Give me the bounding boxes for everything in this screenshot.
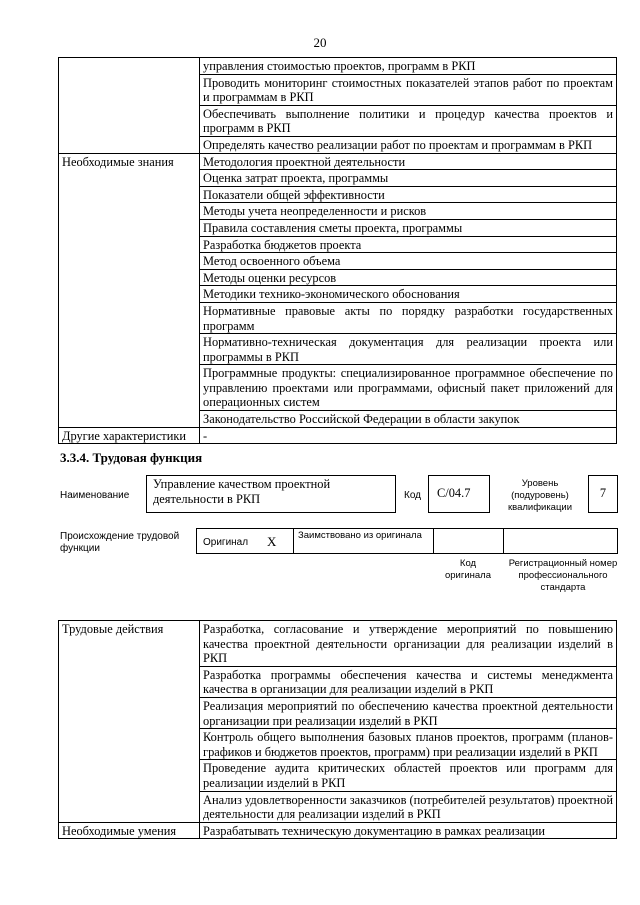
- name-box: [146, 475, 396, 513]
- reg-number-caption: Регистрационный номер профессионального стандарта: [508, 558, 618, 593]
- cell-text: Метод освоенного объема: [200, 253, 617, 270]
- table-row: [59, 427, 617, 444]
- table-row: [59, 822, 617, 839]
- row-label: Необходимые умения: [59, 822, 200, 839]
- cell-text: Правила составления сметы проекта, программы: [200, 219, 617, 236]
- level-value: 7: [599, 486, 607, 500]
- name-value: Управление качеством проектной деятельности в РКП: [153, 477, 331, 506]
- cell-text: Контроль общего выполнения базовых планов проектов, программ (планов-графиков и бюджетов проектов, программ) при реализации изделий в РКП: [200, 729, 617, 760]
- cell-text: Методы оценки ресурсов: [200, 269, 617, 286]
- cell-text: Методология проектной деятельности: [200, 153, 617, 170]
- level-box: [588, 475, 618, 513]
- cell-text: Обеспечивать выполнение политики и процедур качества проектов и программ в РКП: [200, 105, 617, 136]
- cell-text: Оценка затрат проекта, программы: [200, 170, 617, 187]
- row-label: Другие характеристики: [59, 427, 200, 444]
- cell-text: Нормативные правовые акты по порядку разработки государственных программ: [200, 302, 617, 333]
- cell-text: Определять качество реализации работ по проектам и программам в РКП: [200, 136, 617, 153]
- code-original-caption: Код оригинала: [444, 558, 491, 581]
- code-value: С/04.7: [437, 486, 471, 500]
- divider: [293, 529, 294, 553]
- row-label: Трудовые действия: [59, 621, 200, 823]
- origin-grid: [196, 528, 618, 554]
- labor-actions-table: [58, 620, 617, 839]
- table-row: [59, 621, 617, 667]
- section-heading: 3.3.4. Трудовая функция: [60, 450, 203, 465]
- requirements-table: [58, 57, 617, 444]
- cell-text: Проведение аудита критических областей проектов или программ для реализации изделий в РКП: [200, 760, 617, 791]
- table-row: [59, 153, 617, 170]
- code-box: [428, 475, 490, 513]
- divider: [433, 529, 434, 553]
- row-label: Необходимые знания: [59, 153, 200, 427]
- level-label: Уровень (подуровень) квалификации: [507, 478, 573, 513]
- cell-text: Законодательство Российской Федерации в области закупок: [200, 411, 617, 428]
- divider: [503, 529, 504, 553]
- cell-text: Проводить мониторинг стоимостных показателей этапов работ по проектам и программам в РКП: [200, 74, 617, 105]
- cell-text: Показатели общей эффективности: [200, 186, 617, 203]
- cell-text: Разработка программы обеспечения качества и системы менеджмента качества в организации для реализации изделий в РКП: [200, 666, 617, 697]
- row-label: [59, 58, 200, 154]
- cell-text: -: [200, 427, 617, 444]
- borrowed-label: Заимствовано из оригинала: [298, 530, 422, 541]
- cell-text: Реализация мероприятий по обеспечению качества проектной деятельности организации при реализации изделий в РКП: [200, 697, 617, 728]
- cell-text: Программные продукты: специализированное программное обеспечение по управлению проектами или программами, офисный пакет приложений для операционных систем: [200, 365, 617, 411]
- original-label: Оригинал: [203, 537, 249, 548]
- name-label: Наименование: [60, 490, 130, 501]
- origin-label: Происхождение трудовой функции: [60, 531, 180, 554]
- cell-text: Методы учета неопределенности и рисков: [200, 203, 617, 220]
- cell-text: Нормативно-техническая документация для реализации проекта или программы в РКП: [200, 334, 617, 365]
- cell-text: Разработка бюджетов проекта: [200, 236, 617, 253]
- cell-text: Разрабатывать техническую документацию в рамках реализации: [200, 822, 617, 839]
- cell-text: Методики технико-экономического обоснования: [200, 286, 617, 303]
- cell-text: Разработка, согласование и утверждение мероприятий по повышению качества проектной деятельности организации для реализации изделий в РКП: [200, 621, 617, 667]
- original-mark: X: [267, 534, 277, 549]
- code-label: Код: [404, 490, 422, 501]
- cell-text: управления стоимостью проектов, программ в РКП: [200, 58, 617, 75]
- cell-text: Анализ удовлетворенности заказчиков (потребителей результатов) проектной деятельности для реализации изделий в РКП: [200, 791, 617, 822]
- table-row: [59, 58, 617, 75]
- page-number: 20: [313, 35, 327, 50]
